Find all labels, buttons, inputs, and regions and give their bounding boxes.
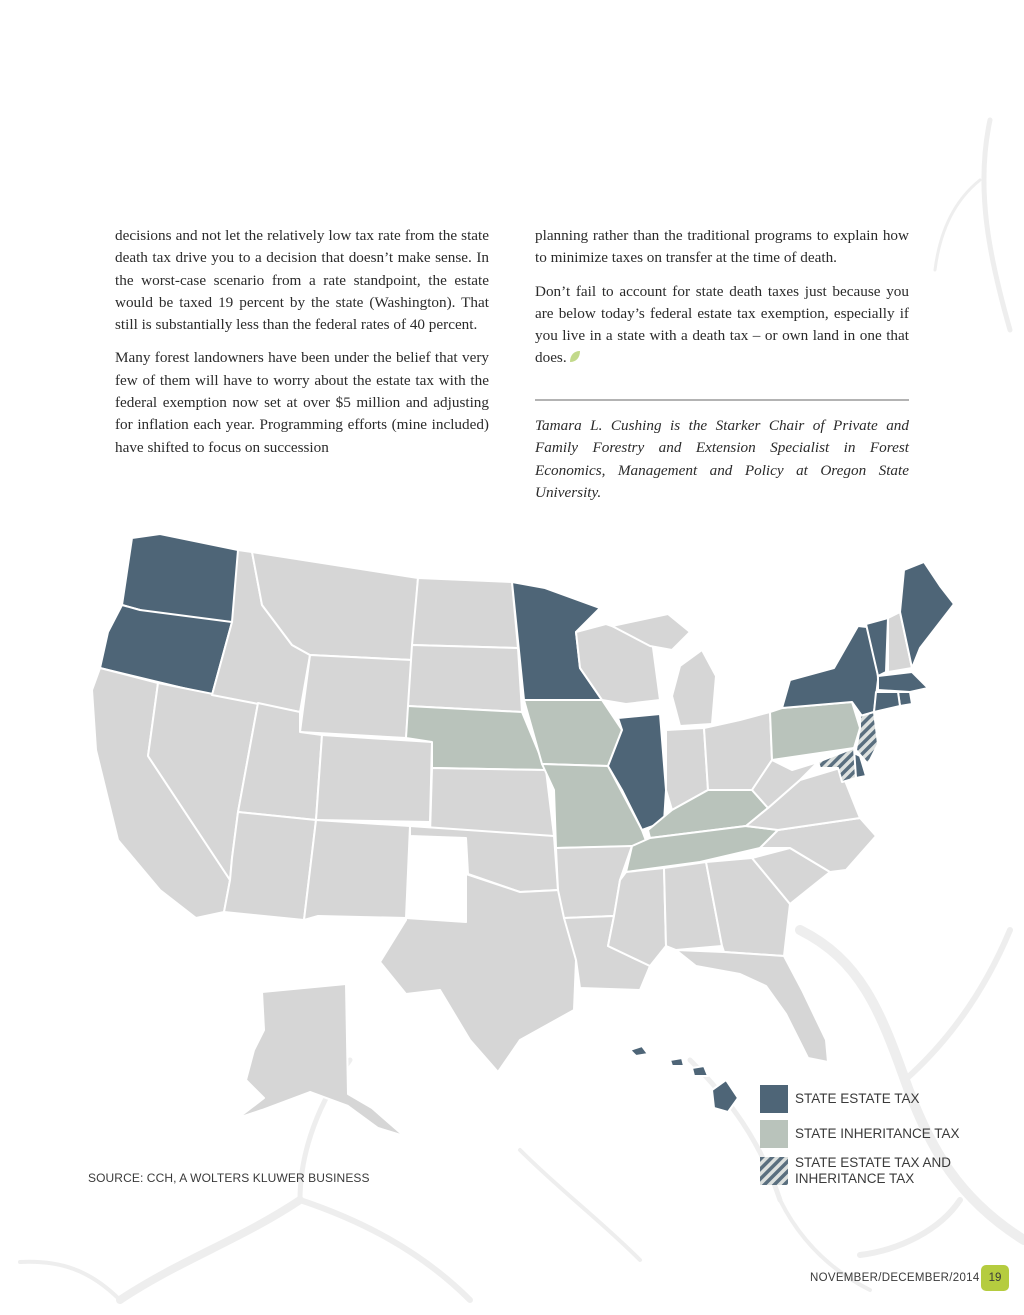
state-kansas [430,768,554,836]
state-south-dakota [408,645,522,712]
state-arizona [224,812,316,920]
state-north-dakota [412,578,518,648]
legend-item-estate [760,1085,920,1113]
page-number: 19 [981,1265,1009,1291]
legend-swatch-hatched [760,1157,788,1185]
paragraph: planning rather than the traditional programs to explain how to minimize taxes on transfer at the time of death. [535,227,909,267]
state-maine [900,562,954,668]
state-massachusetts [878,672,928,692]
paragraph-text: Don’t fail to account for state death taxes just because you are below today’s federal estate tax exemption, especially if you live in a state with a death tax – or own land in one that does. [535,282,909,367]
state-colorado [316,735,432,822]
legend-item-inheritance [760,1120,960,1148]
issue-date: NOVEMBER/DECEMBER/2014 [810,1272,980,1284]
legend-item-both [760,1155,965,1187]
state-connecticut [874,692,900,712]
paragraph: decisions and not let the relatively low tax rate from the state death tax drive you to a decision that doesn’t make sense. In the worst-case scenario from a rate standpoint, the estate would be taxed 19 percent by the state (Washington). That still is substantially less than the federal rates of 40 percent. [115,227,489,334]
map-source: SOURCE: CCH, A WOLTERS KLUWER BUSINESS [88,1171,370,1185]
legend-swatch-estate [760,1085,788,1113]
legend-swatch-inheritance [760,1120,788,1148]
state-alaska [238,984,404,1136]
state-florida [676,950,828,1062]
legend-label: STATE INHERITANCE TAX [795,1126,960,1141]
state-wyoming [300,655,412,738]
state-new-york [782,626,878,716]
author-bio: Tamara L. Cushing is the Starker Chair of Private and Family Forestry and Extension Specialist in Forest Economics, Management and Policy at Oregon State University. [535,417,909,501]
legend-label: STATE ESTATE TAX [795,1091,920,1106]
legend-label: STATE ESTATE TAX AND INHERITANCE TAX [795,1155,952,1186]
state-texas [380,874,576,1072]
state-hawaii [630,1046,738,1112]
paragraph: Many forest landowners have been under the belief that very few of them will have to worry about the estate tax with the federal exemption now set at over $5 million and adjusting for inflation each year. Programming efforts (mine included) have shifted to focus on succession [115,349,489,456]
state-new-mexico [304,820,410,920]
